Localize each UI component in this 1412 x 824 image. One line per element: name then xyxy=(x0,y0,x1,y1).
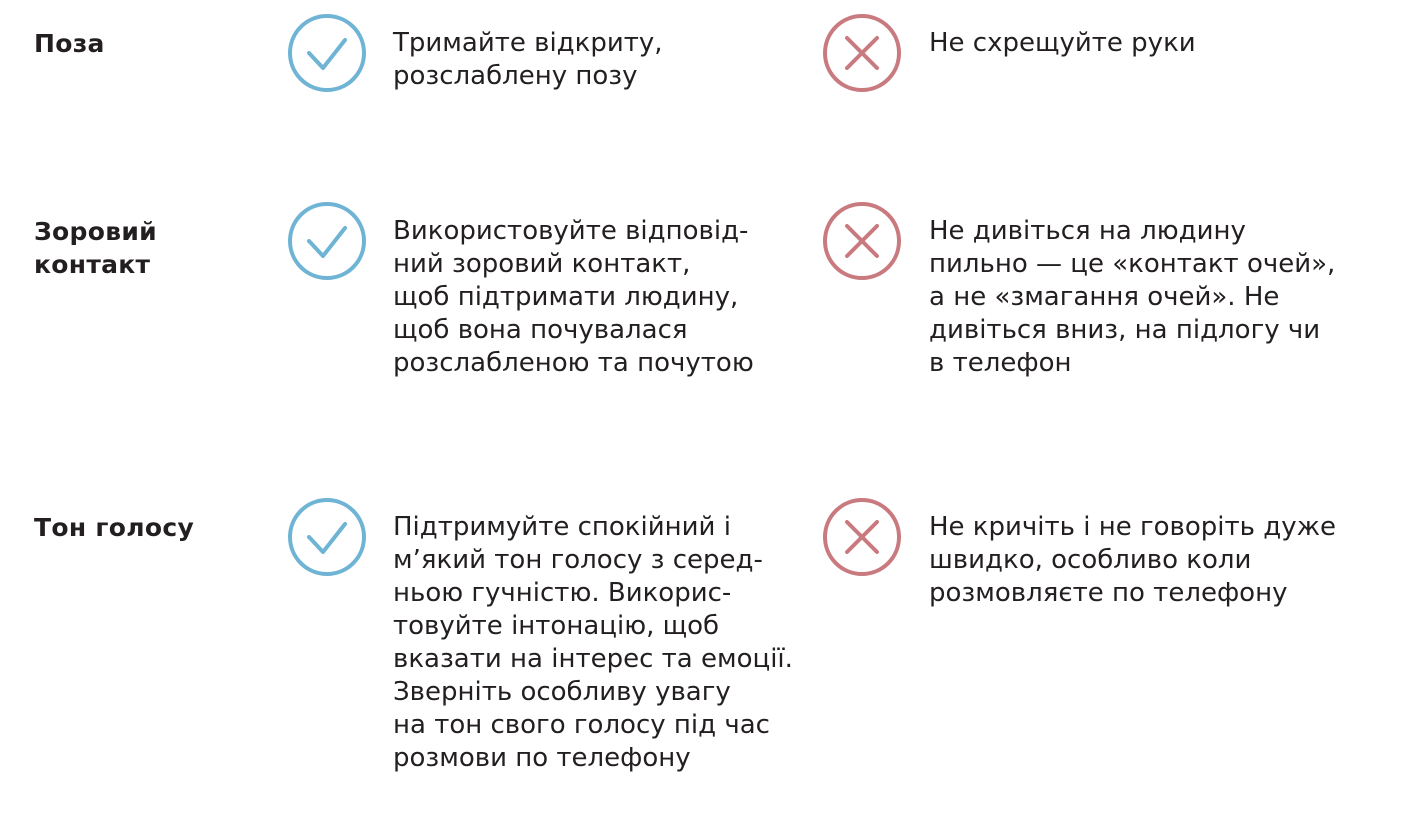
check-circle-icon xyxy=(287,497,367,577)
row-label: Тон голосу xyxy=(34,513,195,542)
check-circle-icon xyxy=(287,201,367,281)
do-text: Використовуйте відповід- ний зоровий контакт, щоб підтримати людину, щоб вона почувалася розслабленою та почутою xyxy=(393,216,754,378)
dont-text: Не дивіться на людину пильно — це «контакт очей», а не «змагання очей». Не дивіться вниз, на підлогу чи в телефон xyxy=(929,216,1336,378)
dont-text: Не кричіть і не говоріть дуже швидко, особливо коли розмовляєте по телефону xyxy=(929,512,1337,608)
cross-circle-icon xyxy=(822,201,902,281)
do-text: Тримайте відкриту, розслаблену позу xyxy=(393,28,663,91)
dont-text: Не схрещуйте руки xyxy=(929,28,1196,58)
check-circle-icon xyxy=(287,13,367,93)
cross-circle-icon xyxy=(822,13,902,93)
do-text: Підтримуйте спокійний і м’який тон голосу з серед- ньою гучністю. Викорис- товуйте інтонацію, щоб вказати на інтерес та емоції. Зверніть особливу увагу на тон свого голосу під час розмови по телефону xyxy=(393,512,793,773)
row-label: Зоровий контакт xyxy=(34,217,157,279)
row-label: Поза xyxy=(34,29,105,58)
cross-circle-icon xyxy=(822,497,902,577)
